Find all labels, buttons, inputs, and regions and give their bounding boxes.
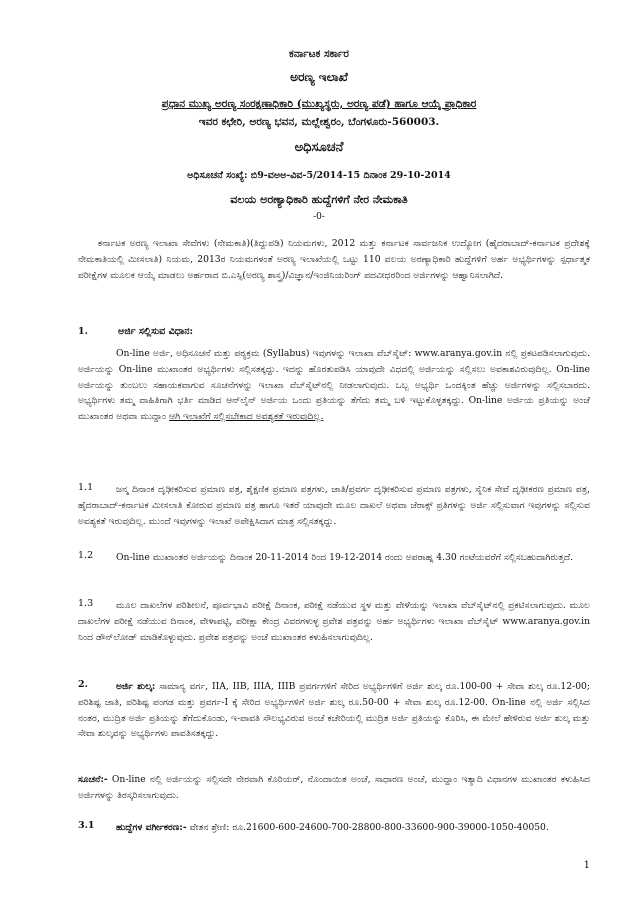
section-2-title: ಅರ್ಜಿ ಶುಲ್ಕ:	[116, 681, 156, 692]
section-1-number: 1.	[78, 326, 88, 337]
notification-reference: ಅಧಿಸೂಚನೆ ಸಂಖ್ಯೆ: ಬಿ9-ವಅಅ-ವಿವ-5/2014-15 ದಿನಾಂಕ 29-10-2014	[187, 170, 451, 181]
section-1-1-number: 1.1	[78, 482, 94, 493]
note-text: On-line ನಲ್ಲಿ ಅರ್ಜಿಯನ್ನು ಸಲ್ಲಿಸದೇ ನೇರವಾಗಿ ಕೊರಿಯರ್, ನೊಂದಾಯಿತ ಅಂಚೆ, ಸಾಧಾರಣ ಅಂಚೆ, ಮುದ್ದಾಂ ಇತ್ಯಾದಿ ವಿಧಾನಗಳ ಮುಖಾಂತರ ಕಳುಹಿಸಿದ ಅರ್ಜಿಗಳನ್ನು ತಿರಸ್ಕರಿಸಲಾಗುವುದು.	[78, 774, 591, 801]
intro-paragraph: ಕರ್ನಾಟಕ ಅರಣ್ಯ ಇಲಾಖಾ ಸೇವೆಗಳು (ನೇಮಕಾತಿ)(ತಿದ್ದುಪಡಿ) ನಿಯಮಗಳು, 2012 ಮತ್ತು ಕರ್ನಾಟಕ ಸಾರ್ವಜನಿಕ ಉದ್ಯೋಗ (ಹೈದರಾಬಾದ್-ಕರ್ನಾಟಕ ಪ್ರದೇಶಕ್ಕೆ ನೇಮಕಾತಿಯಲ್ಲಿ ಮೀಸಲಾತಿ) ನಿಯಮ, 2013ರ ನಿಯಮಗಳಂತೆ ಅರಣ್ಯ ಇಲಾಖೆಯಲ್ಲಿ ಒಟ್ಟು 110 ವಲಯ ಅರಣ್ಯಾಧಿಕಾರಿ ಹುದ್ದೆಗಳಿಗೆ ಅರ್ಹ ಅಭ್ಯರ್ಥಿಗಳನ್ನು ಸ್ಪರ್ಧಾತ್ಮಕ ಪರೀಕ್ಷೆಗಳ ಮೂಲಕ ಆಯ್ಕೆ ಮಾಡಲು ಅರ್ಹರಾದ ಬಿ.ಎಸ್ಸಿ(ಅರಣ್ಯ ಶಾಸ್ತ್ರ)/ವಿಜ್ಞಾನ/ಇಂಜಿನಿಯರಿಂಗ್ ಪದವೀಧರರಿಂದ ಅರ್ಜಿಗಳನ್ನು ಆಹ್ವಾನಿಸಲಾಗಿದೆ.	[78, 238, 590, 281]
authority-line: ಪ್ರಧಾನ ಮುಖ್ಯ ಅರಣ್ಯ ಸಂರಕ್ಷಣಾಧಿಕಾರಿ (ಮುಖ್ಯಸ್ಥರು, ಅರಣ್ಯ ಪಡೆ) ಹಾಗೂ ಆಯ್ಕೆ ಪ್ರಾಧಿಕಾರ	[161, 98, 477, 110]
section-1-2-number: 1.2	[78, 550, 94, 561]
section-1-underlined-text: ಆಗಿ ಇಲಾಖೆಗೆ ಸಲ್ಲಿಸಬೇಕಾದ ಅವಶ್ಯಕತೆ ಇರುವುದಿಲ್ಲ.	[169, 411, 324, 423]
section-3-1-number: 3.1	[78, 820, 95, 831]
separator: -0-	[313, 212, 325, 222]
section-1-3-number: 1.3	[78, 598, 94, 609]
section-1-2-paragraph: On-line ಮುಖಾಂತರ ಅರ್ಜಿಯನ್ನು ದಿನಾಂಕ 20-11-2014 ರಿಂದ 19-12-2014 ರಂದು ಅಪರಾಹ್ನ 4.30 ಗಂಟೆಯವರೆಗೆ ಸಲ್ಲಿಸಬಹುದಾಗಿರುತ್ತದೆ.	[116, 552, 574, 563]
section-2-paragraph	[78, 679, 590, 742]
section-1-title: ಅರ್ಜಿ ಸಲ್ಲಿಸುವ ವಿಧಾನ:	[118, 326, 193, 337]
note-paragraph	[78, 772, 590, 804]
section-2-text: ಸಾಮಾನ್ಯ ವರ್ಗ, IIA, IIB, IIIA, IIIB ಪ್ರವರ್ಗಗಳಿಗೆ ಸೇರಿದ ಅಭ್ಯರ್ಥಿಗಳಿಗೆ ಅರ್ಜಿ ಶುಲ್ಕ ರೂ.100-00 + ಸೇವಾ ಶುಲ್ಕ ರೂ.12-00; ಪರಿಶಿಷ್ಟ ಜಾತಿ, ಪರಿಶಿಷ್ಟ ಪಂಗಡ ಮತ್ತು ಪ್ರವರ್ಗ-I ಕ್ಕೆ ಸೇರಿದ ಅಭ್ಯರ್ಥಿಗಳಿಗೆ ಅರ್ಜಿ ಶುಲ್ಕ ರೂ.50-00 + ಸೇವಾ ಶುಲ್ಕ ರೂ.12-00. On-line ನಲ್ಲಿ ಅರ್ಜಿ ಸಲ್ಲಿಸಿದ ನಂತರ, ಮುದ್ರಿತ ಅರ್ಜಿ ಪ್ರತಿಯನ್ನು ತೆಗೆದುಕೊಂಡು, ಇ-ಪಾವತಿ ಸೌಲಭ್ಯವಿರುವ ಅಂಚೆ ಕಚೇರಿಯಲ್ಲಿ ಮುದ್ರಿತ ಅರ್ಜಿ ಪ್ರತಿಯನ್ನು ಕೊರಿಸಿ, ಈ ಮೇಲೆ ಹೇಳಿರುವ ಅರ್ಜಿ ಶುಲ್ಕ ಮತ್ತು ಸೇವಾ ಶುಲ್ಕವನ್ನು ಅಭ್ಯರ್ಥಿಗಳು ಪಾವತಿಸತಕ್ಕದ್ದು.	[78, 681, 590, 740]
notification-title: ಅಧಿಸೂಚನೆ	[294, 140, 344, 155]
page-number: 1	[583, 860, 590, 871]
address-line: ಇವರ ಕಛೇರಿ, ಅರಣ್ಯ ಭವನ, ಮಲ್ಲೇಶ್ವರಂ, ಬೆಂಗಳೂರು-560003.	[198, 116, 440, 128]
section-1-1-paragraph: ಜನ್ಮ ದಿನಾಂಕ ದೃಢೀಕರಿಸುವ ಪ್ರಮಾಣ ಪತ್ರ, ಶೈಕ್ಷಣಿಕ ಪ್ರಮಾಣ ಪತ್ರಗಳು, ಜಾತಿ/ಪ್ರವರ್ಗ ದೃಢೀಕರಿಸುವ ಪ್ರಮಾಣ ಪತ್ರಗಳು, ಸೈನಿಕ ಸೇವೆ ದೃಢೀಕರಣ ಪ್ರಮಾಣ ಪತ್ರ, ಹೈದರಾಬಾದ್-ಕರ್ನಾಟಕ ಮೀಸಲಾತಿ ಕೋರುವ ಪ್ರಮಾಣ ಪತ್ರ ಹಾಗೂ ಇತರೆ ಯಾವುದೇ ಮೂಲ ದಾಖಲೆ ಅಥವಾ ಜೆರಾಕ್ಸ್ ಪ್ರತಿಗಳನ್ನು ಅರ್ಜಿ ಸಲ್ಲಿಸುವಾಗ ಇವುಗಳನ್ನು ಸಲ್ಲಿಸುವ ಅವಶ್ಯಕತೆ ಇರುವುದಿಲ್ಲ. ಮುಂದೆ ಇವುಗಳನ್ನು ಇಲಾಖೆ ಅಪೇಕ್ಷಿಸಿದಾಗ ಮಾತ್ರ ಸಲ್ಲಿಸತಕ್ಕದ್ದು.	[78, 484, 590, 527]
department-title: ಅರಣ್ಯ ಇಲಾಖೆ	[290, 70, 348, 84]
note-title: ಸೂಚನೆ:-	[78, 774, 108, 785]
section-1-paragraph	[78, 346, 590, 425]
section-2-number: 2.	[78, 679, 88, 690]
office-heading	[80, 95, 558, 131]
section-3-1-text: ವೇತನ ಶ್ರೇಣಿ: ರೂ.21600-600-24600-700-28800-800-33600-900-39000-1050-40050.	[189, 822, 549, 833]
section-3-1-title: ಹುದ್ದೆಗಳ ವರ್ಗೀಕರಣ:-	[116, 822, 187, 833]
subject-heading: ವಲಯ ಅರಣ್ಯಾಧಿಕಾರಿ ಹುದ್ದೆಗಳಿಗೆ ನೇರ ನೇಮಕಾತಿ	[230, 193, 408, 206]
section-3-1-paragraph	[78, 820, 590, 836]
government-title: ಕರ್ನಾಟಕ ಸರ್ಕಾರ	[289, 48, 349, 60]
section-1-3-paragraph: ಮೂಲ ದಾಖಲೆಗಳ ಪರಿಶೀಲನೆ, ಪೂರ್ವಭಾವಿ ಪರೀಕ್ಷೆ ದಿನಾಂಕ, ಪರೀಕ್ಷೆ ನಡೆಯುವ ಸ್ಥಳ ಮತ್ತು ವೇಳೆಯನ್ನು ಇಲಾಖಾ ವೆಬ್‌ಸೈಟ್‌ನಲ್ಲಿ ಪ್ರಕಟಿಸಲಾಗುವುದು. ಮೂಲ ದಾಖಲೆಗಳ ಪರೀಕ್ಷೆ ನಡೆಯುವ ದಿನಾಂಕ, ವೇಳಾಪಟ್ಟಿ, ಪರೀಕ್ಷಾ ಕೇಂದ್ರ ವಿವರಗಳುಳ್ಳ ಪ್ರವೇಶ ಪತ್ರವನ್ನು ಅರ್ಹ ಅಭ್ಯರ್ಥಿಗಳು ಇಲಾಖಾ ವೆಬ್‌ಸೈಟ್ www.aranya.gov.in ನಿಂದ ಡೌನ್‌ಲೋಡ್ ಮಾಡಿಕೊಳ್ಳುವುದು. ಪ್ರವೇಶ ಪತ್ರವನ್ನು ಅಂಚೆ ಮುಖಾಂತರ ಕಳುಹಿಸಲಾಗುವುದಿಲ್ಲ.	[78, 600, 590, 643]
section-1-text: On-line ಅರ್ಜಿ, ಅಧಿಸೂಚನೆ ಮತ್ತು ಪಠ್ಯಕ್ರಮ (Syllabus) ಇವುಗಳನ್ನು ಇಲಾಖಾ ವೆಬ್‌ಸೈಟ್: www.aranya.gov.in ನಲ್ಲಿ ಪ್ರಕಟಪಡಿಸಲಾಗುವುದು. ಅರ್ಜಿಯನ್ನು On-line ಮುಖಾಂತರ ಅಭ್ಯರ್ಥಿಗಳು ಸಲ್ಲಿಸತಕ್ಕದ್ದು. ಇದನ್ನು ಹೊರತುಪಡಿಸಿ ಯಾವುದೇ ವಿಧದಲ್ಲಿ ಅರ್ಜಿಯನ್ನು ಸಲ್ಲಿಸಲು ಅವಕಾಶವಿರುವುದಿಲ್ಲ. On-line ಅರ್ಜಿಯನ್ನು ತುಂಬಲು ಸಹಾಯಕವಾಗುವ ಸೂಚನೆಗಳನ್ನು ಇಲಾಖಾ ವೆಬ್‌ಸೈಟ್‌ನಲ್ಲಿ ನೀಡಲಾಗುವುದು. ಒಬ್ಬ ಅಭ್ಯರ್ಥಿ ಒಂದಕ್ಕಿಂತ ಹೆಚ್ಚು ಅರ್ಜಿಗಳನ್ನು ಸಲ್ಲಿಸಬಾರದು. ಅಭ್ಯರ್ಥಿಗಳು ತಮ್ಮ ವಾಹಿತಿಗಾಗಿ ಭರ್ತಿ ಮಾಡಿದ ಆನ್‌ಲೈನ್ ಅರ್ಜಿಯ ಒಂದು ಪ್ರತಿಯನ್ನು ತೆಗೆದು ತಮ್ಮ ಬಳಿ ಇಟ್ಟುಕೊಳ್ಳತಕ್ಕದ್ದು. On-line ಅರ್ಜಿಯ ಪ್ರತಿಯನ್ನು ಅಂಚೆ ಮುಖಾಂತರ ಅಥವಾ ಮುದ್ದಾಂ	[78, 348, 590, 423]
